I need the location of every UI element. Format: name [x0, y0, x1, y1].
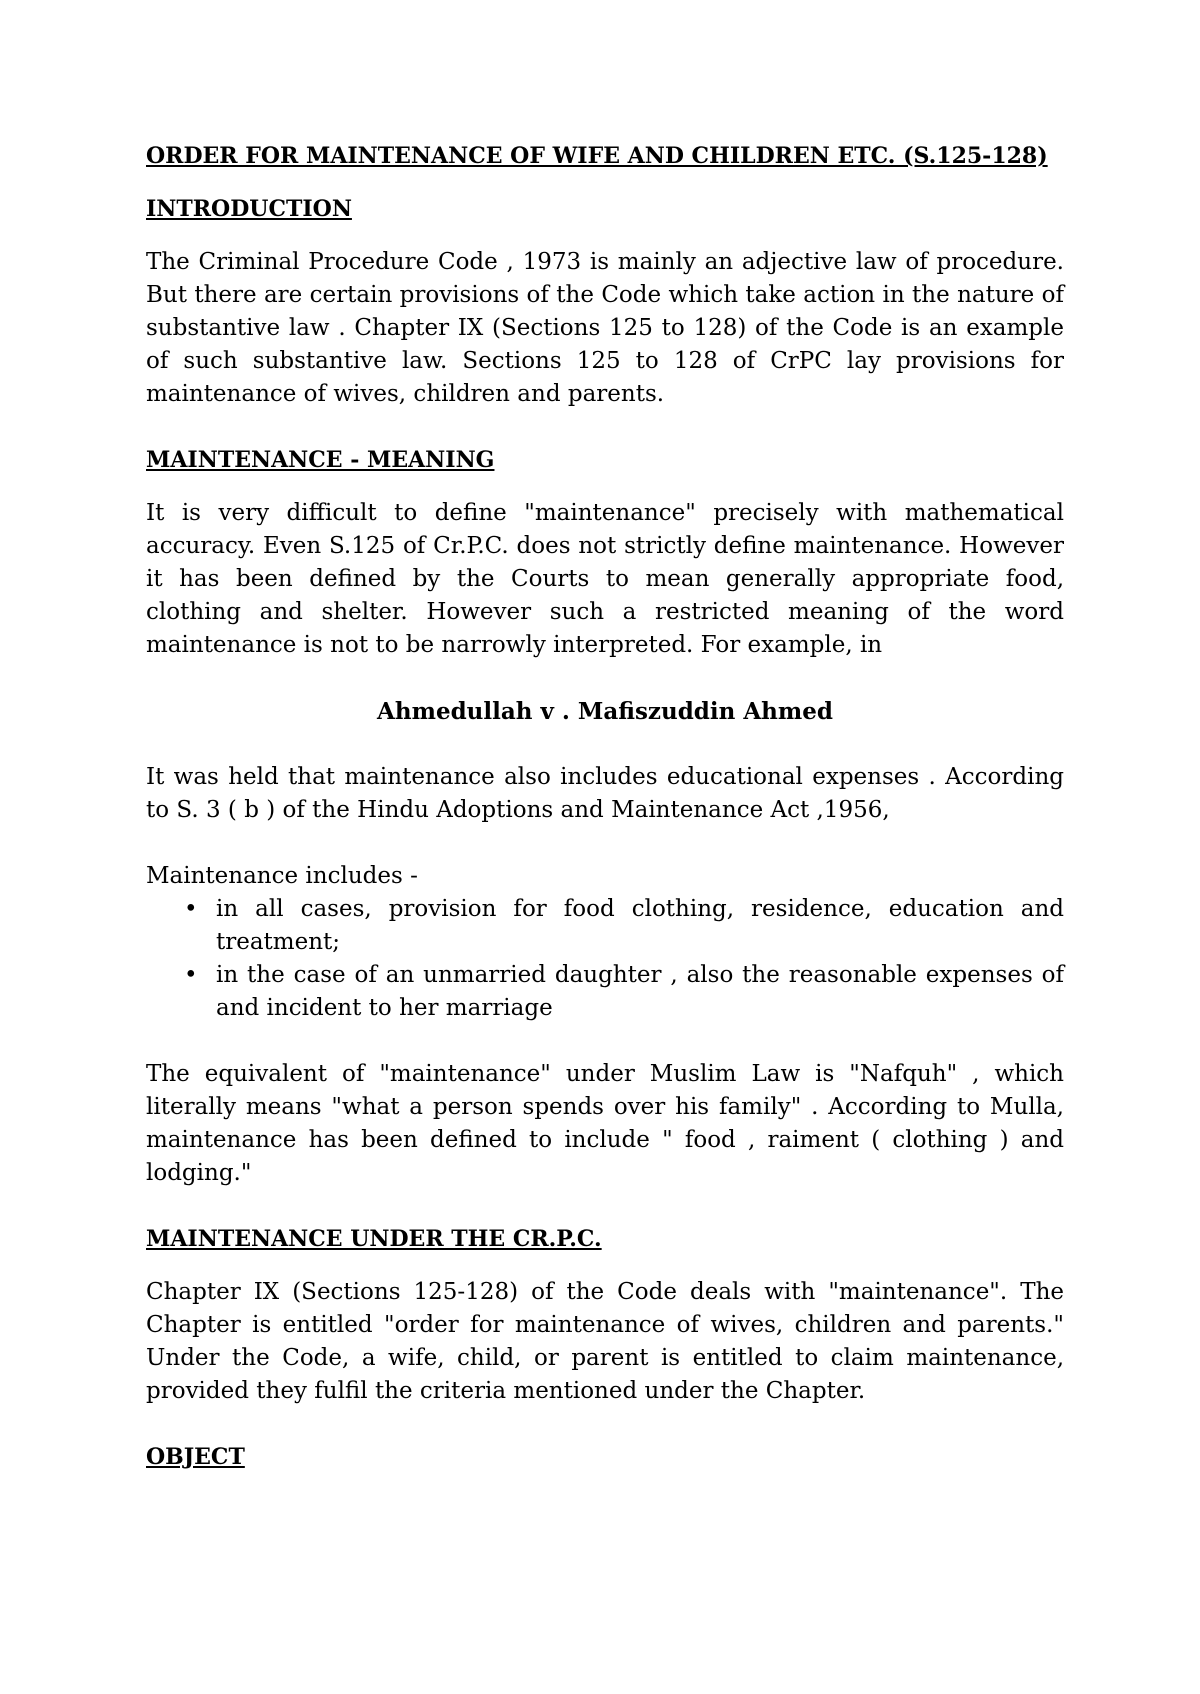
bullet-icon: •	[184, 896, 198, 922]
meaning-paragraph-1: It is very difficult to define "maintenance" precisely with mathematical accuracy. Even S.125 of Cr.P.C. does not strictly define maintenance. However it has been defined by the Courts to mean generally appropriate food, clothing and shelter. However such a restricted meaning of the word maintenance is not to be narrowly interpreted. For example, in	[146, 500, 1064, 658]
list-item-text: in the case of an unmarried daughter , also the reasonable expenses of and incident to her marriage	[216, 962, 1064, 1021]
maintenance-includes-list	[146, 893, 1064, 1025]
document-title: ORDER FOR MAINTENANCE OF WIFE AND CHILDREN ETC. (S.125-128)	[146, 143, 1048, 169]
bullet-icon: •	[184, 962, 198, 988]
list-item	[146, 893, 1064, 959]
introduction-heading: INTRODUCTION	[146, 196, 352, 222]
document-body	[146, 140, 1064, 1494]
list-lead: Maintenance includes -	[146, 863, 418, 889]
crpc-heading: MAINTENANCE UNDER THE CR.P.C.	[146, 1226, 602, 1252]
meaning-paragraph-2: It was held that maintenance also includes educational expenses . According to S. 3 ( b ) of the Hindu Adoptions and Maintenance Act ,1956,	[146, 764, 1064, 823]
list-item	[146, 959, 1064, 1025]
list-item-text: in all cases, provision for food clothing, residence, education and treatment;	[216, 896, 1064, 955]
object-heading: OBJECT	[146, 1444, 245, 1470]
meaning-paragraph-3: The equivalent of "maintenance" under Muslim Law is "Nafquh" , which literally means "what a person spends over his family" . According to Mulla, maintenance has been defined to include " food , raiment ( clothing ) and lodging."	[146, 1061, 1064, 1186]
crpc-paragraph: Chapter IX (Sections 125-128) of the Code deals with "maintenance". The Chapter is entitled "order for maintenance of wives, children and parents." Under the Code, a wife, child, or parent is entitled to claim maintenance, provided they fulfil the criteria mentioned under the Chapter.	[146, 1279, 1064, 1404]
case-citation: Ahmedullah v . Mafiszuddin Ahmed	[377, 698, 833, 725]
meaning-heading: MAINTENANCE - MEANING	[146, 447, 495, 473]
introduction-paragraph: The Criminal Procedure Code , 1973 is mainly an adjective law of procedure. But there are certain provisions of the Code which take action in the nature of substantive law . Chapter IX (Sections 125 to 128) of the Code is an example of such substantive law. Sections 125 to 128 of CrPC lay provisions for maintenance of wives, children and parents.	[146, 249, 1064, 407]
